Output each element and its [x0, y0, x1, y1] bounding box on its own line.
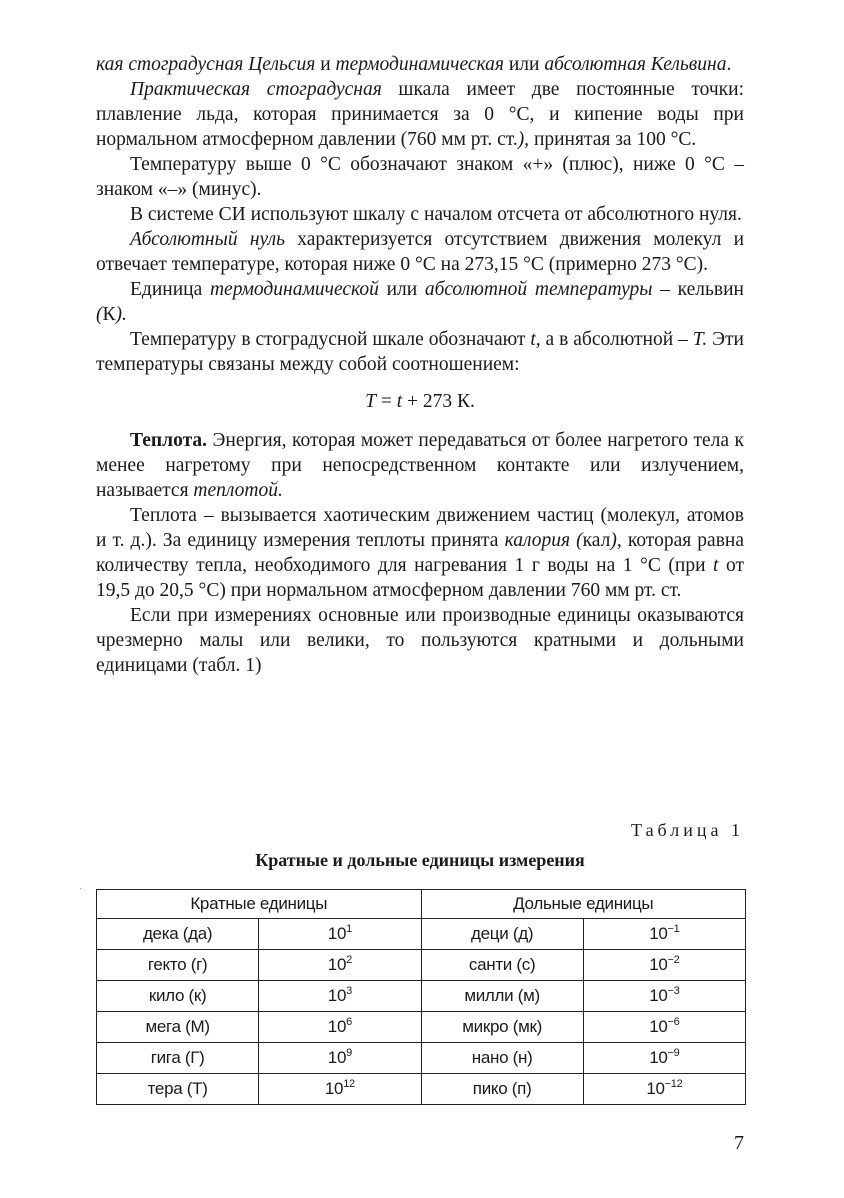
exponent: −6 [667, 1016, 680, 1028]
cell-text: дека (да) [142, 924, 213, 943]
page-body [96, 52, 744, 678]
cell-text: гекто (г) [147, 955, 208, 974]
paragraph-signs: Температуру выше 0 °С обозначают знаком «+» (плюс), ниже 0 °С – знаком «–» (минус). [96, 154, 744, 200]
submultiple-prefix-cell [421, 981, 583, 1012]
cell-text: 10 [327, 986, 347, 1005]
cell-text: 10 [649, 1017, 668, 1036]
multiple-prefix-cell [97, 950, 259, 981]
paragraph-kelvin: Единица термодинамической или абсолютной температуры – кельвин (К). [96, 279, 744, 325]
units-table [96, 889, 746, 1105]
cell-text: санти (с) [468, 955, 536, 974]
header-submultiples: Дольные единицы [421, 890, 746, 919]
submultiple-factor-cell [583, 981, 745, 1012]
submultiple-prefix-cell [421, 950, 583, 981]
multiple-factor-cell [259, 981, 421, 1012]
paragraph-multiples: Если при измерениях основные или производные единицы оказываются чрезмерно малы или велики, то пользуются кратными и дольными единицами (табл. 1) [96, 605, 744, 676]
paragraph-absolute-zero: Абсолютный нуль характеризуется отсутствием движения молекул и отвечает температуре, которая ниже 0 °С на 273,15 °С (примерно 273 °С). [96, 229, 745, 275]
multiple-factor-cell [259, 1074, 421, 1105]
exponent: −3 [667, 985, 680, 997]
exponent: 2 [346, 954, 352, 966]
cell-text: гига (Г) [150, 1048, 205, 1067]
multiple-prefix-cell [97, 1012, 259, 1043]
exponent: −2 [667, 954, 680, 966]
cell-text: милли (м) [464, 986, 540, 1005]
table-row [97, 1012, 746, 1043]
submultiple-factor-cell [583, 1012, 745, 1043]
submultiple-prefix-cell [421, 1074, 583, 1105]
cell-text: 10 [649, 1048, 668, 1067]
multiple-factor-cell [259, 919, 421, 950]
multiple-prefix-cell [97, 1074, 259, 1105]
cell-text: 10 [327, 955, 347, 974]
table-title: Кратные и дольные единицы измерения [255, 850, 585, 870]
paragraph-practical-scale: Практическая стоградусная шкала имеет две постоянные точки: плавление льда, которая принимается за 0 °С, и кипение воды при нормальном атмосферном давлении (760 мм рт. ст.), принятая за 100 °С. [96, 79, 744, 150]
cell-text: 10 [327, 924, 347, 943]
cell-text: 10 [324, 1079, 344, 1098]
multiple-factor-cell [259, 1012, 421, 1043]
formula-kelvin-celsius: Т = t + 273 К. [365, 391, 475, 412]
submultiple-prefix-cell [421, 1012, 583, 1043]
cell-text: 10 [649, 986, 668, 1005]
paragraph-heat-definition: Теплота. Энергия, которая может передаваться от более нагретого тела к менее нагретому при непосредственном контакте или излучением, называется теплотой. [96, 430, 744, 501]
multiple-factor-cell [259, 950, 421, 981]
submultiple-prefix-cell [421, 1043, 583, 1074]
exponent: 1 [346, 923, 352, 935]
multiple-prefix-cell [97, 981, 259, 1012]
exponent: 6 [346, 1016, 352, 1028]
table-row [97, 1043, 746, 1074]
cell-text: 10 [646, 1079, 665, 1098]
table-row [97, 1074, 746, 1105]
exponent: −12 [664, 1078, 683, 1090]
page-number: 7 [734, 1132, 744, 1154]
table-row [97, 919, 746, 950]
header-multiples: Кратные единицы [97, 890, 422, 919]
submultiple-factor-cell [583, 950, 745, 981]
cell-text: пико (п) [472, 1079, 532, 1098]
cell-text: микро (мк) [462, 1017, 542, 1036]
cell-text: 10 [649, 924, 668, 943]
cell-text: мега (М) [145, 1017, 210, 1036]
scan-speck [80, 888, 81, 889]
exponent: −9 [667, 1047, 680, 1059]
multiple-prefix-cell [97, 919, 259, 950]
cell-text: 10 [649, 955, 668, 974]
cell-text: тера (Т) [147, 1079, 208, 1098]
table-header-row [97, 890, 746, 919]
multiple-factor-cell [259, 1043, 421, 1074]
multiple-prefix-cell [97, 1043, 259, 1074]
cell-text: 10 [327, 1048, 347, 1067]
submultiple-factor-cell [583, 919, 745, 950]
cell-text: нано (н) [471, 1048, 533, 1067]
submultiple-factor-cell [583, 1074, 745, 1105]
exponent: 9 [346, 1047, 352, 1059]
submultiple-prefix-cell [421, 919, 583, 950]
table-row [97, 950, 746, 981]
paragraph-si-scale: В системе СИ используют шкалу с началом отсчета от абсолютного нуля. [130, 204, 742, 225]
cell-text: 10 [327, 1017, 347, 1036]
table-body [97, 919, 746, 1105]
table-label: Таблица 1 [631, 820, 744, 840]
paragraph-calorie: Теплота – вызывается хаотическим движением частиц (молекул, атомов и т. д.). За единицу измерения теплоты принята калория (кал), которая равна количеству тепла, необходимого для нагревания 1 г воды на 1 °С (при t от 19,5 до 20,5 °С) при нормальном атмосферном давлении 760 мм рт. ст. [96, 505, 744, 601]
submultiple-factor-cell [583, 1043, 745, 1074]
exponent: −1 [667, 923, 680, 935]
paragraph-scales: кая стоградусная Цельсия и термодинамическая или абсолютная Кельвина. [96, 54, 732, 75]
cell-text: деци (д) [471, 924, 534, 943]
paragraph-notation: Температуру в стоградусной шкале обозначают t, а в абсолютной – Т. Эти температуры связаны между собой соотношением: [96, 329, 744, 375]
table-row [97, 981, 746, 1012]
exponent: 3 [346, 985, 352, 997]
exponent: 12 [343, 1078, 355, 1090]
cell-text: кило (к) [148, 986, 207, 1005]
